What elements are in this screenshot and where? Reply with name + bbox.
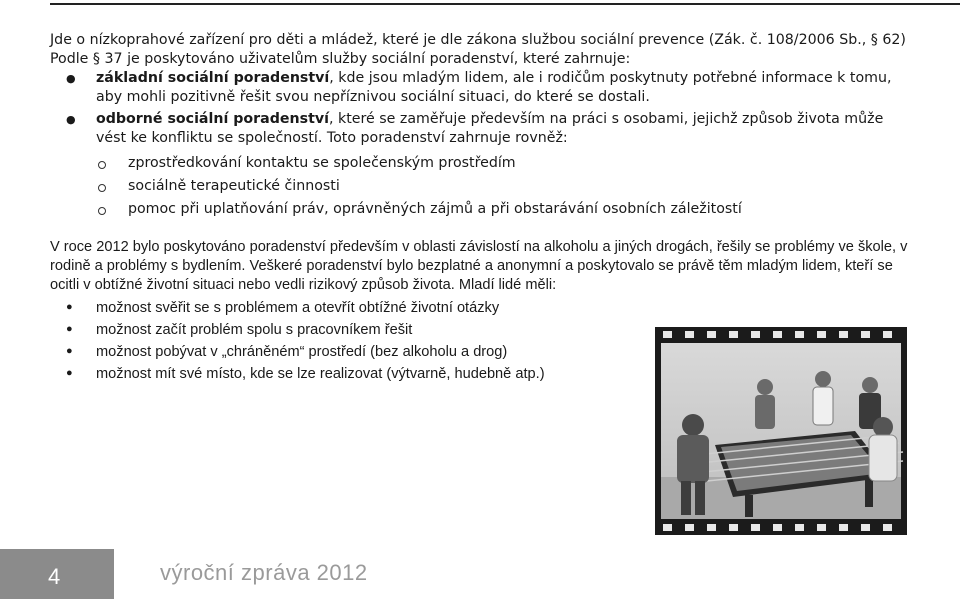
list-item <box>50 110 912 148</box>
list-item: ● možnost svěřit se s problémem a otevřít obtížné životní otázky <box>50 297 912 319</box>
intro-line-2: Podle § 37 je poskytováno uživatelům služby sociální poradenství, které zahrnuje: <box>50 51 631 67</box>
page-number: 4 <box>48 564 61 589</box>
service-description: , které se zaměřuje především na práci s osobami, jejichž způsob života může vést ke konfliktu se společností. Toto poradenství zahrnuje rovněž: <box>96 111 884 146</box>
list-item: ● možnost začít problém spolu s pracovníkem řešit <box>50 319 912 341</box>
service-description: , kde jsou mladým lidem, ale i rodičům poskytnuty potřebné informace k tomu, aby mohli pozitivně řešit svou nepříznivou sociální situaci, do které se dostali. <box>96 70 892 105</box>
list-item: sociálně terapeutické činnosti <box>50 175 912 198</box>
sub-services-list <box>50 152 912 221</box>
top-rule <box>50 3 960 5</box>
intro-paragraph <box>50 31 912 69</box>
photo-image <box>655 327 907 535</box>
list-item: pomoc při uplatňování práv, oprávněných zájmů a při obstarávání osobních záležitostí <box>50 198 912 221</box>
counseling-paragraph: V roce 2012 bylo poskytováno poradenství především v oblasti závislostí na alkoholu a jiných drogách, řešily se problémy ve škole, v rodině a problémy s bydlením. Veškeré poradenství bylo bezplatné a anonymní a poskytovalo se právě těm mladým lidem, kteří se ocitli v obtížné životní situaci nebo vedli rizikový způsob života. Mladí lidé měli: <box>50 239 908 293</box>
foosball-photo <box>655 327 907 535</box>
list-item <box>50 69 912 107</box>
service-name: odborné sociální poradenství <box>96 111 329 127</box>
list-item: ● možnost mít své místo, kde se lze realizovat (výtvarně, hudebně atp.) <box>50 363 912 385</box>
list-item: zprostředkování kontaktu se společenským prostředím <box>50 152 912 175</box>
list-item: ● možnost pobývat v „chráněném“ prostředí (bez alkoholu a drog) <box>50 341 912 363</box>
service-name: základní sociální poradenství <box>96 70 330 86</box>
intro-line-1: Jde o nízkoprahové zařízení pro děti a mládež, které je dle zákona službou sociální prevence (Zák. č. 108/2006 Sb., § 62) <box>50 32 906 48</box>
footer-title: výroční zpráva 2012 <box>160 560 368 585</box>
services-list <box>50 69 912 148</box>
